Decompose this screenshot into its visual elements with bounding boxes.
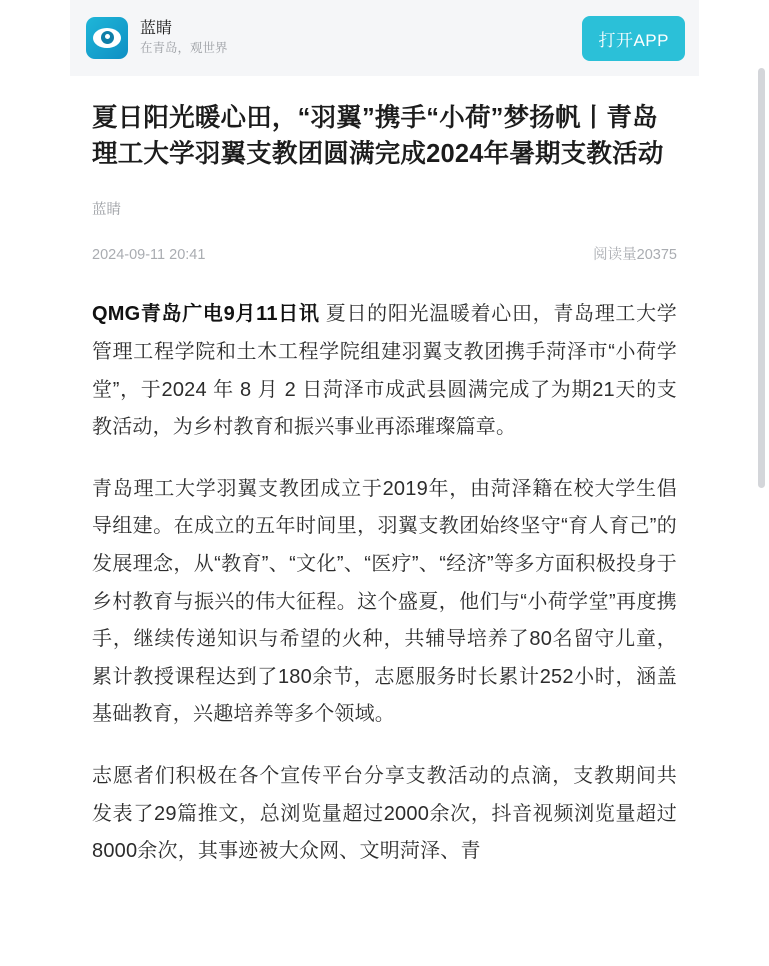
page-title: 夏日阳光暖心田，“羽翼”携手“小荷”梦扬帆丨青岛理工大学羽翼支教团圆满完成2024年暑期支教活动	[92, 104, 664, 169]
article-date: 2024-09-11 20:41	[92, 247, 206, 264]
article-view-count: 阅读量20375	[593, 247, 677, 264]
article-meta-row	[92, 243, 677, 264]
app-header-bar	[70, 0, 699, 76]
eye-logo-icon	[86, 17, 128, 59]
open-app-button[interactable]: 打开APP	[582, 16, 685, 61]
scrollbar-thumb[interactable]	[758, 68, 765, 488]
article-source: 蓝睛	[92, 202, 121, 219]
article-paragraph: 青岛理工大学羽翼支教团成立于2019年，由菏泽籍在校大学生倡导组建。在成立的五年时间里，羽翼支教团始终坚守“育人育己”的发展理念，从“教育”、“文化”、“医疗”、“经济”等多方面积极投身于乡村教育与振兴的伟大征程。这个盛夏，他们与“小荷学堂”再度携手，继续传递知识与希望的火种，共辅导培养了80名留守儿童，累计教授课程达到了180余节，志愿服务时长累计252小时，涵盖基础教育，兴趣培养等多个领域。	[92, 477, 677, 726]
brand-slogan: 在青岛，观世界	[140, 40, 228, 55]
article-container	[70, 76, 699, 895]
article-paragraph	[92, 296, 677, 446]
brand-text	[140, 20, 228, 55]
left-gutter	[0, 0, 70, 966]
brand-name: 蓝睛	[140, 20, 173, 38]
article-paragraph-text: 夏日的阳光温暖着心田，青岛理工大学管理工程学院和土木工程学院组建羽翼支教团携手菏泽市“小荷学堂”，于2024 年 8 月 2 日菏泽市成武县圆满完成了为期21天的支教活动，为乡村教育和振兴事业再添璀璨篇章。	[92, 303, 677, 439]
brand-block[interactable]	[86, 17, 582, 59]
article-paragraph: 志愿者们积极在各个宣传平台分享支教活动的点滴，支教期间共发表了29篇推文，总浏览量超过2000余次，抖音视频浏览量超过8000余次，其事迹被大众网、文明菏泽、青	[92, 764, 677, 863]
article-lead-in: QMG青岛广电9月11日讯	[92, 303, 320, 326]
